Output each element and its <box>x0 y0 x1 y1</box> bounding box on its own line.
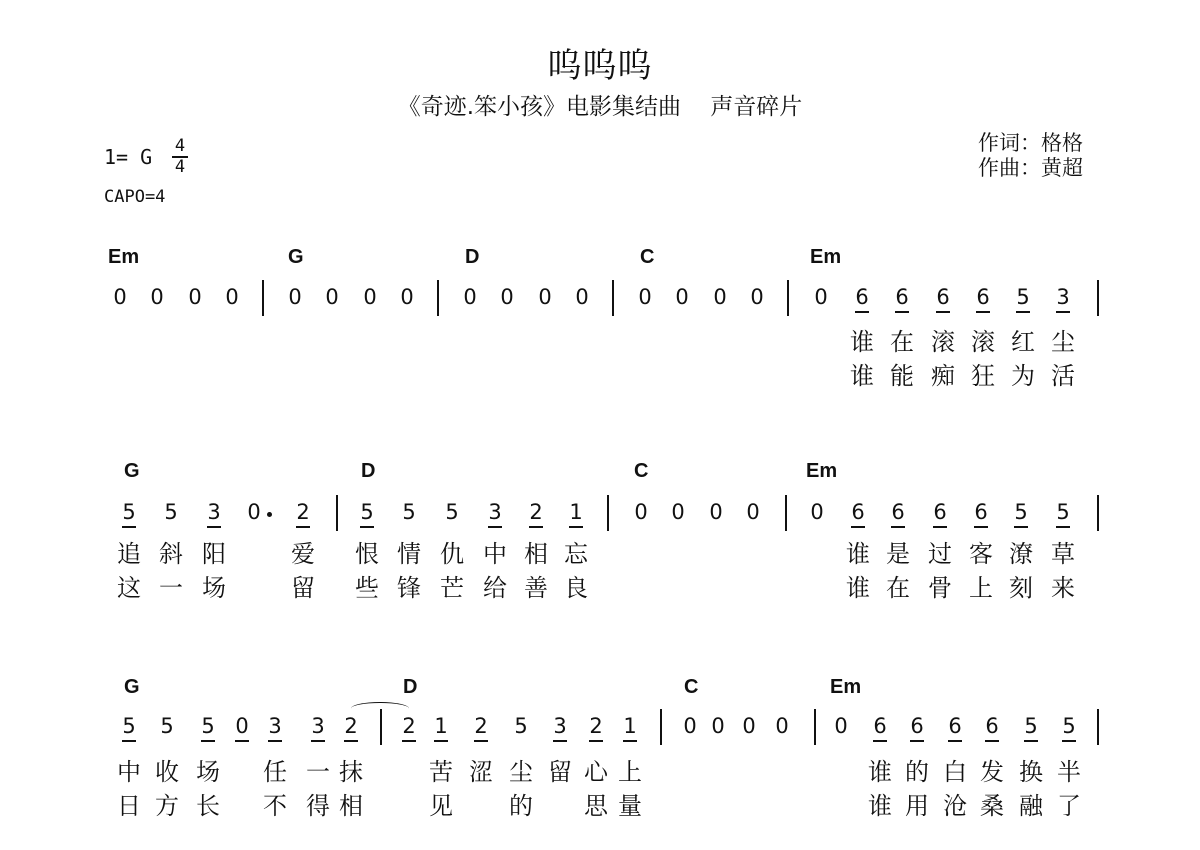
lyric-char: 的 <box>905 758 929 786</box>
lyric-char: 白 <box>943 758 967 786</box>
lyric-char: 这 <box>117 574 141 602</box>
note: 1 <box>619 714 641 738</box>
note: 5 <box>1058 714 1080 738</box>
chord-symbol: C <box>640 246 655 268</box>
note: 0 <box>746 500 760 524</box>
lyric-char: 谁 <box>850 328 874 356</box>
note: 6 <box>944 714 966 738</box>
note: 0 <box>675 285 689 309</box>
lyric-char: 斜 <box>159 540 183 568</box>
note: 5 <box>1012 285 1034 309</box>
note: 5 <box>118 500 140 524</box>
barline <box>262 280 264 316</box>
lyric-char: 心 <box>584 758 608 786</box>
lyric-char: 上 <box>618 758 642 786</box>
lyric-char: 能 <box>890 362 914 390</box>
lyric-char: 尘 <box>1051 328 1075 356</box>
note: 6 <box>851 285 873 309</box>
lyric-char: 红 <box>1011 328 1035 356</box>
note: 0 <box>400 285 414 309</box>
lyric-char: 量 <box>618 792 642 820</box>
note: 0 <box>463 285 477 309</box>
lyric-char: 发 <box>980 758 1004 786</box>
lyric-char: 草 <box>1051 540 1075 568</box>
note: 5 <box>445 500 459 524</box>
lyric-char: 情 <box>397 540 421 568</box>
lyric-char: 在 <box>886 574 910 602</box>
lyric-char: 些 <box>355 574 379 602</box>
lyric-char: 是 <box>886 540 910 568</box>
lyric-char: 任 <box>263 758 287 786</box>
note: 3 <box>484 500 506 524</box>
note: 0 <box>575 285 589 309</box>
lyric-char: 给 <box>483 574 507 602</box>
lyric-char: 骨 <box>928 574 952 602</box>
lyric-char: 滚 <box>931 328 955 356</box>
barline <box>612 280 614 316</box>
time-signature-top: 4 <box>174 136 186 156</box>
lyric-char: 的 <box>509 792 533 820</box>
note: 5 <box>1020 714 1042 738</box>
note: 5 <box>356 500 378 524</box>
lyric-char: 谁 <box>868 758 892 786</box>
lyric-char: 留 <box>291 574 315 602</box>
chord-symbol: Em <box>830 676 862 698</box>
note: 0 <box>325 285 339 309</box>
lyric-char: 中 <box>117 758 141 786</box>
note: 6 <box>981 714 1003 738</box>
lyric-char: 一 <box>306 758 330 786</box>
note: 3 <box>307 714 329 738</box>
barline <box>814 709 816 745</box>
lyric-char: 苦 <box>429 758 453 786</box>
note: 0 <box>634 500 648 524</box>
chord-symbol: G <box>124 460 140 482</box>
lyric-char: 用 <box>905 792 929 820</box>
note: 0 <box>150 285 164 309</box>
barline <box>437 280 439 316</box>
lyric-char: 相 <box>339 792 363 820</box>
note: 0 <box>709 500 723 524</box>
note: 0 <box>288 285 302 309</box>
chord-symbol: C <box>634 460 649 482</box>
note: 0 <box>247 500 261 524</box>
note: 2 <box>585 714 607 738</box>
lyric-char: 良 <box>564 574 588 602</box>
barline <box>1097 280 1099 316</box>
note: 2 <box>470 714 492 738</box>
note: 2 <box>398 714 420 738</box>
note: 5 <box>164 500 178 524</box>
lyric-char: 涩 <box>469 758 493 786</box>
note: 0 <box>834 714 848 738</box>
lyric-char: 尘 <box>509 758 533 786</box>
chord-symbol: C <box>684 676 699 698</box>
lyric-char: 长 <box>196 792 220 820</box>
lyric-char: 思 <box>584 792 608 820</box>
chord-symbol: D <box>403 676 418 698</box>
lyric-char: 芒 <box>440 574 464 602</box>
note: 0 <box>671 500 685 524</box>
lyric-char: 得 <box>306 792 330 820</box>
note: 0 <box>363 285 377 309</box>
note: 6 <box>906 714 928 738</box>
note: 0 <box>775 714 789 738</box>
augmentation-dot <box>267 512 272 517</box>
lyric-char: 方 <box>155 792 179 820</box>
key-signature: 1= G <box>104 145 153 169</box>
note: 1 <box>565 500 587 524</box>
note: 5 <box>402 500 416 524</box>
lyric-char: 刻 <box>1009 574 1033 602</box>
lyric-char: 抹 <box>339 758 363 786</box>
note: 3 <box>264 714 286 738</box>
lyric-char: 善 <box>524 574 548 602</box>
note: 6 <box>847 500 869 524</box>
note: 3 <box>1052 285 1074 309</box>
note: 0 <box>188 285 202 309</box>
lyric-char: 谁 <box>850 362 874 390</box>
note: 2 <box>525 500 547 524</box>
lyric-char: 仇 <box>440 540 464 568</box>
lyric-char: 桑 <box>980 792 1004 820</box>
note: 0 <box>231 714 253 738</box>
note: 6 <box>932 285 954 309</box>
note: 5 <box>160 714 174 738</box>
note: 6 <box>887 500 909 524</box>
lyric-char: 过 <box>928 540 952 568</box>
lyric-char: 追 <box>117 540 141 568</box>
chord-symbol: Em <box>108 246 140 268</box>
lyric-char: 狂 <box>971 362 995 390</box>
lyric-char: 上 <box>969 574 993 602</box>
lyric-char: 收 <box>155 758 179 786</box>
note: 2 <box>292 500 314 524</box>
note: 0 <box>711 714 725 738</box>
note: 5 <box>1052 500 1074 524</box>
lyric-char: 在 <box>890 328 914 356</box>
note: 0 <box>113 285 127 309</box>
lyric-char: 谁 <box>846 540 870 568</box>
song-title: 呜呜呜 <box>547 46 653 86</box>
note: 0 <box>814 285 828 309</box>
lyric-char: 阳 <box>202 540 226 568</box>
chord-symbol: Em <box>806 460 838 482</box>
lyric-char: 活 <box>1051 362 1075 390</box>
note: 6 <box>970 500 992 524</box>
note: 0 <box>742 714 756 738</box>
note: 6 <box>972 285 994 309</box>
lyric-char: 场 <box>202 574 226 602</box>
note: 5 <box>197 714 219 738</box>
lyric-char: 中 <box>483 540 507 568</box>
lyric-char: 见 <box>429 792 453 820</box>
lyric-char: 半 <box>1057 758 1081 786</box>
lyric-char: 潦 <box>1009 540 1033 568</box>
lyric-char: 爱 <box>291 540 315 568</box>
lyric-char: 客 <box>969 540 993 568</box>
time-signature-bottom: 4 <box>174 157 186 177</box>
note: 3 <box>203 500 225 524</box>
note: 1 <box>430 714 452 738</box>
note: 6 <box>869 714 891 738</box>
lyric-char: 恨 <box>355 540 379 568</box>
note: 2 <box>340 714 362 738</box>
barline <box>1097 709 1099 745</box>
lyric-char: 痴 <box>931 362 955 390</box>
lyric-char: 不 <box>263 792 287 820</box>
song-subtitle: 《奇迹.笨小孩》电影集结曲 声音碎片 <box>397 94 803 120</box>
lyric-char: 为 <box>1011 362 1035 390</box>
time-signature <box>172 138 188 176</box>
lyric-char: 了 <box>1057 792 1081 820</box>
barline <box>1097 495 1099 531</box>
lyric-char: 沧 <box>943 792 967 820</box>
lyric-char: 一 <box>159 574 183 602</box>
note: 0 <box>750 285 764 309</box>
lyric-char: 留 <box>548 758 572 786</box>
lyric-char: 谁 <box>846 574 870 602</box>
lyric-char: 锋 <box>397 574 421 602</box>
note: 5 <box>514 714 528 738</box>
note: 3 <box>549 714 571 738</box>
note: 0 <box>638 285 652 309</box>
chord-symbol: D <box>361 460 376 482</box>
note: 0 <box>810 500 824 524</box>
chord-symbol: D <box>465 246 480 268</box>
lyric-char: 换 <box>1019 758 1043 786</box>
note: 6 <box>929 500 951 524</box>
note: 5 <box>1010 500 1032 524</box>
note: 0 <box>683 714 697 738</box>
lyric-char: 来 <box>1051 574 1075 602</box>
note: 5 <box>118 714 140 738</box>
barline <box>787 280 789 316</box>
note: 0 <box>500 285 514 309</box>
lyric-char: 日 <box>117 792 141 820</box>
lyric-char: 相 <box>524 540 548 568</box>
note: 0 <box>225 285 239 309</box>
tie-arc <box>351 702 409 715</box>
lyric-char: 忘 <box>564 540 588 568</box>
composer-credit: 作曲：黄超 <box>978 156 1083 180</box>
barline <box>607 495 609 531</box>
chord-symbol: G <box>288 246 304 268</box>
lyric-char: 谁 <box>868 792 892 820</box>
barline <box>785 495 787 531</box>
note: 0 <box>713 285 727 309</box>
barline <box>336 495 338 531</box>
lyric-char: 滚 <box>971 328 995 356</box>
lyric-char: 融 <box>1019 792 1043 820</box>
lyricist-credit: 作词：格格 <box>978 131 1083 155</box>
note: 0 <box>538 285 552 309</box>
barline <box>660 709 662 745</box>
capo-marking: CAPO=4 <box>104 187 166 207</box>
lyric-char: 场 <box>196 758 220 786</box>
chord-symbol: G <box>124 676 140 698</box>
note: 6 <box>891 285 913 309</box>
chord-symbol: Em <box>810 246 842 268</box>
